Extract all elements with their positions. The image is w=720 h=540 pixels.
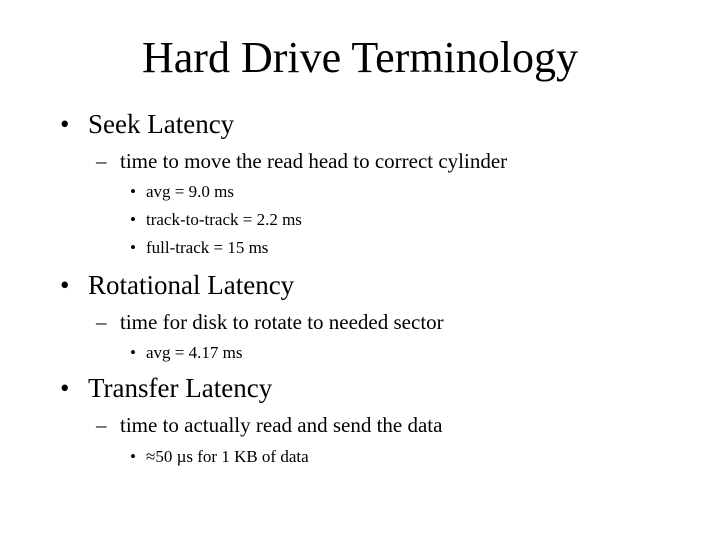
bullet-text: Transfer Latency	[88, 373, 273, 403]
dash-marker: –	[96, 310, 107, 334]
slide-title: Hard Drive Terminology	[141, 33, 578, 82]
bullet-marker: •	[60, 109, 70, 139]
detail-text: avg = 9.0 ms	[146, 182, 234, 201]
sub-bullet-text: time to actually read and send the data	[120, 413, 443, 437]
bullet-marker: •	[130, 447, 136, 466]
bullet-text: Seek Latency	[88, 109, 235, 139]
bullet-marker: •	[60, 373, 70, 403]
detail-item	[130, 237, 268, 259]
detail-text: full-track = 15 ms	[146, 238, 269, 257]
sub-bullet	[96, 412, 442, 438]
bullet-marker: •	[130, 238, 136, 257]
sub-bullet	[96, 309, 444, 335]
detail-text: ≈50 µs for 1 KB of data	[146, 447, 309, 466]
sub-bullet-text: time for disk to rotate to needed sector	[120, 310, 444, 334]
dash-marker: –	[96, 149, 107, 173]
detail-item	[130, 181, 234, 203]
detail-text: track-to-track = 2.2 ms	[146, 210, 302, 229]
detail-item	[130, 446, 309, 468]
bullet-marker: •	[60, 270, 70, 300]
detail-item	[130, 342, 242, 364]
detail-item	[130, 209, 302, 231]
bullet-marker: •	[130, 343, 136, 362]
bullet-seek-latency	[60, 108, 234, 140]
bullet-transfer-latency	[60, 372, 272, 404]
sub-bullet-text: time to move the read head to correct cylinder	[120, 149, 508, 173]
dash-marker: –	[96, 413, 107, 437]
bullet-text: Rotational Latency	[88, 270, 295, 300]
bullet-rotational-latency	[60, 269, 294, 301]
bullet-marker: •	[130, 210, 136, 229]
sub-bullet	[96, 148, 507, 174]
bullet-marker: •	[130, 182, 136, 201]
detail-text: avg = 4.17 ms	[146, 343, 243, 362]
